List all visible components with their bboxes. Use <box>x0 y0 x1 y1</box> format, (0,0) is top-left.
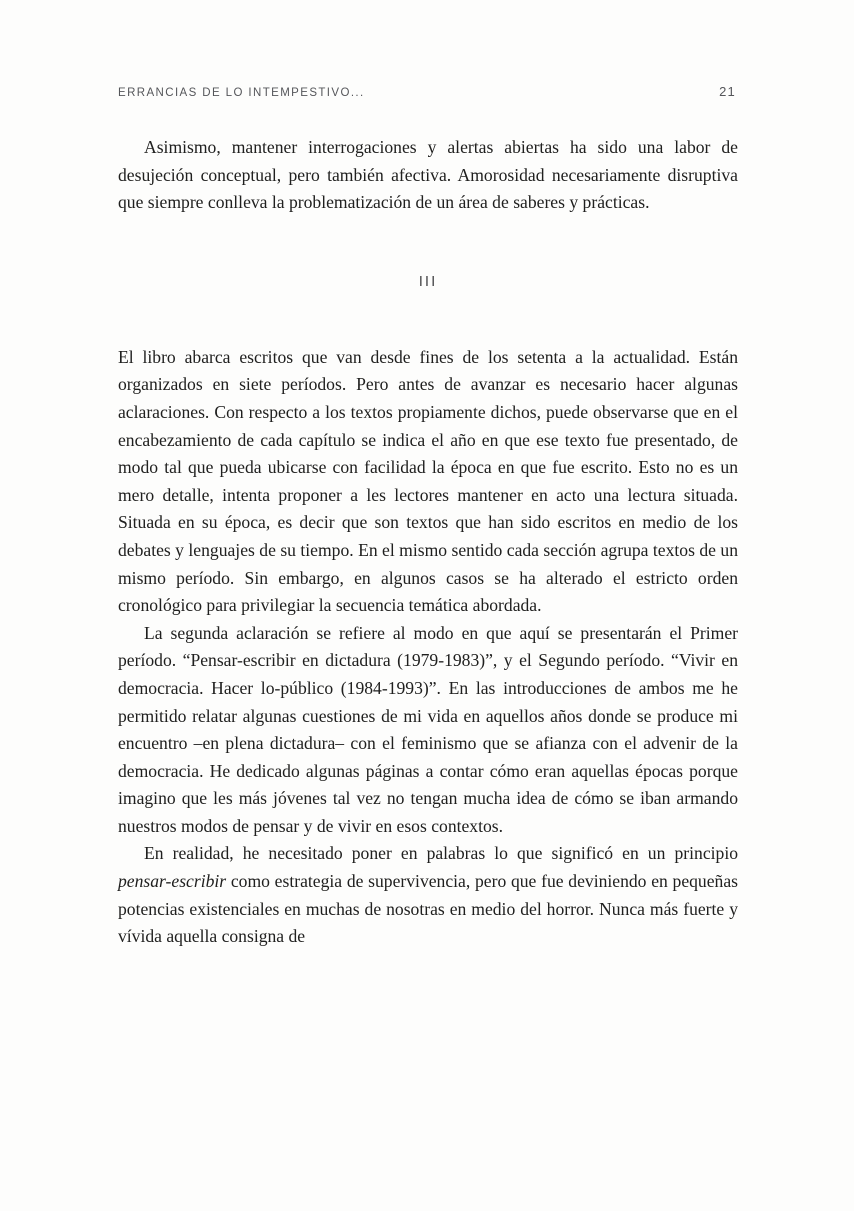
paragraph-2: El libro abarca escritos que van desde fines de los setenta a la actualidad. Están organizados en siete períodos. Pero antes de avanzar es necesario hacer algunas aclaraciones. Con respecto a los textos propiamente dichos, puede observarse que en el encabezamiento de cada capítulo se indica el año en que ese texto fue presentado, de modo tal que pueda ubicarse con facilidad la época en que fue escrito. Esto no es un mero detalle, intenta proponer a les lectores mantener en acto una lectura situada. Situada en su época, es decir que son textos que han sido escritos en medio de los debates y lenguajes de su tiempo. En el mismo sentido cada sección agrupa textos de un mismo período. Sin embargo, en algunos casos se ha alterado el estricto orden cronológico para privilegiar la secuencia temática abordada. <box>118 346 738 616</box>
paragraph-4 <box>118 840 738 950</box>
paragraph-4-segment-2: como estrategia de supervivencia, pero que fue deviniendo en pequeñas potencias existenciales en muchas de nosotras en medio del horror. Nunca más fuerte y vívida aquella consigna de <box>118 871 738 947</box>
paragraph-1: Asimismo, mantener interrogaciones y alertas abiertas ha sido una labor de desujeción conceptual, pero también afectiva. Amorosidad necesariamente disruptiva que siempre conlleva la problematización de un área de saberes y prácticas. <box>118 137 738 213</box>
running-head-title: ERRANCIAS DE LO INTEMPESTIVO... <box>118 87 365 99</box>
body-text-column <box>118 134 738 951</box>
running-head <box>118 84 736 99</box>
paragraph-3: La segunda aclaración se refiere al modo en que aquí se presentarán el Primer período. “Pensar-escribir en dictadura (1979-1983)”, y el Segundo período. “Vivir en democracia. Hacer lo-público (1984-1993)”. En las introducciones de ambos me he permitido relatar algunas cuestiones de mi vida en aquellos años donde se produce mi encuentro –en plena dictadura– con el feminismo que se afianza con el advenir de la democracia. He dedicado algunas páginas a contar cómo eran aquellas épocas porque imagino que les más jóvenes tal vez no tengan mucha idea de cómo se iban armando nuestros modos de pensar y de vivir en esos contextos. <box>118 622 738 836</box>
paragraph-4-emphasis: pensar-escribir <box>118 871 227 892</box>
section-divider: III <box>418 272 438 290</box>
page-number: 21 <box>719 84 736 99</box>
paragraph-4-segment-1: En realidad, he necesitado poner en palabras lo que significó en un principio <box>144 843 738 864</box>
